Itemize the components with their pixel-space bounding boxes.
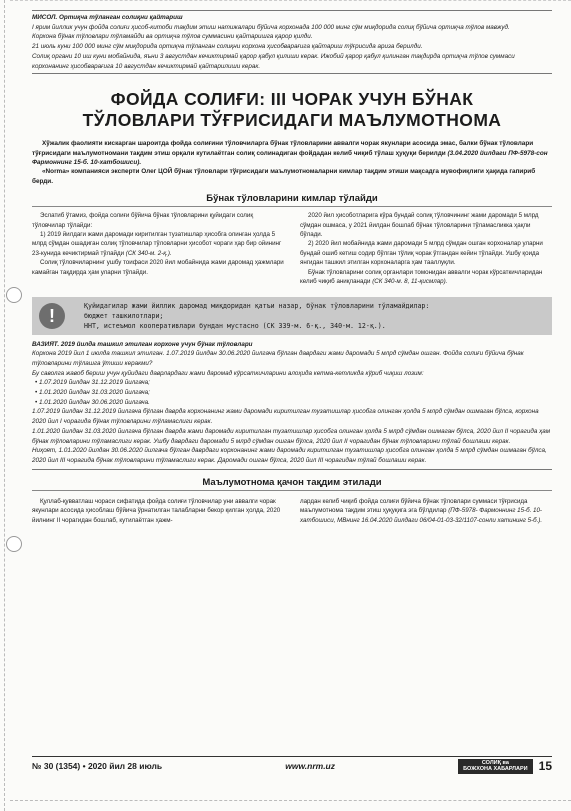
- page-number: 15: [538, 759, 552, 773]
- page-footer: [32, 756, 552, 775]
- situation-paragraph: 1.07.2019 йилдан 31.12.2019 йилгача бўлган даврда корхонанинг жами даромади киритилган тузатишлар ҳисобга олинган ҳолда 5 млрд сўмдан ошмаган бўлса, корхона 2020 йил I чорагида бўнак тўловларини тўламаслиги керак.: [32, 408, 539, 426]
- issue-date: 2020 йил 28 июль: [87, 761, 163, 771]
- section1-left-column: [32, 211, 284, 286]
- punch-hole-top: [6, 287, 22, 303]
- section-heading-who-pays: Бўнак тўловларини кимлар тўлайди: [32, 191, 552, 207]
- example-box-heading: МИСОЛ. Ортиқча тўланган солиқни қайтариш: [32, 14, 183, 21]
- issue-info: [32, 761, 162, 771]
- paragraph: Эслатиб ўтамиз, фойда солиғи бўйича бўнак тўловларини қуйидаги солиқ тўловчилар тўлайди:: [32, 212, 254, 229]
- paragraph: 2) 2020 йил мобайнида жами даромади 5 млрд сўмдан ошган корхоналар уларни бундай ошиб кетиш содир бўлган тўлиқ чорак ўтгандан кейин тўлайди. Ушбу қоида янгидан ташкил этилган корхоналарга ҳам тааллуқли.: [300, 240, 543, 267]
- situation-bullet: • 1.07.2019 йилдан 31.12.2019 йилгача;: [35, 379, 150, 387]
- example-box-line: I ярим йиллик учун фойда солиғи ҳисоб-китоби тақдим этиш натижалари бўйича корхонада 100 000 минг сўм миқдорида солиқ бўйича ортиқча тўлов мавжуд.: [32, 23, 510, 31]
- situation-answer-intro: Бу саволга жавоб бериш учун қуйидаги даврлардаги жами даромад кўрсаткичларини алоҳида кетма-кетликда кўриб чиқиш лозим:: [32, 369, 424, 377]
- situation-question: Корхона 2019 йил 1 июлда ташкил этилган. 1.07.2019 йилдан 30.06.2020 йилгача бўлган даврдаги жами даромади 5 млрд сўмдан ошган. Фойда солиғи бўйича бўнак тўловларини тўлашга ўтиши керакми?: [32, 350, 524, 367]
- paragraph: Қуллаб-қувватлаш чораси сифатида фойда солиғи тўловчилар уни аввалги чорак якунлари асосида ҳисоблаш бўйича ўрнатилган талабларни бекор қилган ҳолда, 2020 йилнинг II чорагидан бошлаб, кутилаётган ҳажм-: [32, 497, 281, 524]
- publication-logo: [458, 759, 533, 774]
- note-line: бюджет ташкилотлари;: [84, 311, 164, 320]
- footer-right: [458, 759, 552, 774]
- section2-columns: [32, 497, 552, 526]
- paragraph: Солиқ тўловчиларнинг ушбу тоифаси 2020 йил мобайнида жами даромад ҳажмлари камайган тақдирда ҳам уларни тўлайди.: [32, 259, 284, 276]
- section2-left-column: [32, 497, 284, 526]
- paragraph-text: лардан келиб чиқиб фойда солиғи бўйича бўнак тўловлари суммаси тўғрисида маълумотнома тақдим этиш ҳуқуқига эга бўлдилар: [300, 497, 528, 515]
- paragraph-reference: (ПФ-5978- Фармоннинг 15-б. 10-хатбошиси, МВнинг 16.04.2020 йилдаги 06/04-01-03-32/1107-сонли хатининг 5-б.).: [300, 507, 543, 524]
- section1-right-column: [300, 211, 552, 286]
- site-url[interactable]: www.nrm.uz: [285, 761, 335, 771]
- intro-reference: (3.04.2020 йилдаги ПФ-5978-сон Фармоннинг 15-б. 10-хатбошиси).: [32, 149, 548, 167]
- intro-paragraph-2: «Norma» компанияси эксперти Олег ЦОЙ бўнак тўловлари тўғрисидаги маълумотномаларни кимлар тақдим этиши мақсадга мувофиқлиги ҳақида гапириб берди.: [32, 168, 536, 185]
- issue-number: № 30 (1354): [32, 761, 81, 771]
- article-title-line2: ТЎЛОВЛАРИ ТЎҒРИСИДАГИ МАЪЛУМОТНОМА: [82, 110, 502, 131]
- binder-margin: [0, 0, 5, 811]
- situation-paragraph: Ниҳоят, 1.01.2020 йилдан 30.06.2020 йилгача бўлган даврдаги корхонанинг жами даромади киритилган тузатишлар ҳисобга олинган ҳолда 5 млрд сўмдан ошмаган бўлса, 2020 йил III чорагида бўнак тўловларини тўламаслиги керак. Даромади ошган бўлса, 2020 йил III чорагидан тўлай бошлаши керак.: [32, 447, 547, 464]
- top-dashed-line: [10, 0, 571, 1]
- paragraph: [300, 268, 552, 287]
- section2-right-column: [300, 497, 552, 526]
- situation-bullet: • 1.01.2020 йилдан 30.06.2020 йилгача.: [35, 398, 150, 406]
- logo-line1: СОЛИҚ ва: [481, 759, 509, 766]
- intro-paragraph-1: [32, 139, 552, 167]
- situation-bullet: • 1.01.2020 йилдан 31.03.2020 йилгача;: [35, 389, 150, 397]
- section-heading-when-submitted: Маълумотнома қачон тақдим этилади: [32, 477, 552, 491]
- situation-paragraph: 1.01.2020 йилдан 31.03.2020 йилгача бўлган даврда жами даромади киритилган тузатишлар ҳисобга олинган ҳолда 5 млрд сўмдан ошмаган бўлса, 2020 йил II чорагида ҳам бўнак тўловларини тўламаслиги керак. Ушбу даврдаги даромади 5 млрд сўмдан ошган бўлса, 2020 йил II чорагидан бўнак тўловларини тўлай бошлаши керак.: [32, 427, 551, 445]
- intro-text: Хўжалик фаолияти кискарган шароитда фойда солиғини тўловчиларга бўнак тўловларини аввалги чорак якунлари асосида эмас, балки бўнак тўловлари тўғрисидаги маълумотномани тақдим этиш орқали кутилаётган солиқ солинадиган фойдадан келиб чиқиб тўлаш ҳуқуқи берилди: [32, 140, 534, 157]
- page-content: [32, 10, 552, 525]
- example-box: [32, 10, 552, 74]
- article-intro: [32, 139, 552, 186]
- bullet-text: 1.01.2020 йилдан 30.06.2020 йилгача.: [38, 398, 150, 406]
- paragraph-text: 1) 2019 йилдаги жами даромади киритилган тузатишлар ҳисобга олинган ҳолда 5 млрд сўмдан ошадиган солиқ тўловчилар тўловларни ҳисобот чораги ҳар бир ойининг 23-кунида кечиктирмай тўлайди: [32, 231, 282, 257]
- separator-dot: •: [82, 761, 88, 771]
- note-text: [84, 301, 546, 331]
- paragraph: [32, 230, 284, 258]
- paragraph: 2020 йил ҳисоботларига кўра бундай солиқ тўловчининг жами даромади 5 млрд сўмдан ошмаса, у 2021 йилдан бошлаб бўнак тўловларини тўламасликка ҳақли бўлади.: [300, 212, 539, 239]
- exclamation-icon: !: [39, 303, 65, 329]
- note-box: [32, 297, 552, 335]
- example-box-line: Солиқ органи 10 иш куни мобайнида, яъни 3 августдан кечиктирмай қарор қабул қилиши керак. Ижобий қарор қабул қилинган тақдирда ортиқча тўлов суммаси корхонанинг ҳисобварағига 10 августдан кечиктирмай қайтарилиши керак.: [32, 52, 515, 70]
- article-title: [32, 89, 552, 131]
- note-line: ННТ, истеъмол кооперативлари бундан мустасно (СК 339-м. 6-қ., 340-м. 12-қ.).: [84, 321, 386, 330]
- article-title-line1: ФОЙДА СОЛИҒИ: III ЧОРАК УЧУН БЎНАК: [110, 89, 474, 110]
- bullet-text: 1.01.2020 йилдан 31.03.2020 йилгача;: [38, 389, 150, 397]
- paragraph-text: Бўнак тўловларини солиқ органлари томонидан аввалги чорак кўрсаткичларидан келиб чиқиб аниқланади: [300, 268, 543, 286]
- section1-columns: [32, 211, 552, 286]
- paragraph-reference: (СК 340-м. 2-қ.).: [125, 249, 172, 257]
- bullet-text: 1.07.2019 йилдан 31.12.2019 йилгача;: [38, 379, 150, 387]
- paragraph-reference: (СК 340-м. 8, 11-қисмлар).: [372, 278, 448, 286]
- situation-box: [32, 340, 552, 470]
- logo-line2: БОЖХОНА ХАБАРЛАРИ: [463, 766, 528, 772]
- punch-hole-bottom: [6, 536, 22, 552]
- paragraph: [300, 497, 552, 526]
- note-line: Қуйидагилар жами йиллик даромад миқдоридан қатъи назар, бўнак тўловларини тўламайдилар:: [84, 301, 430, 310]
- bottom-dashed-line: [10, 800, 571, 801]
- situation-heading: ВАЗИЯТ. 2019 йилда ташкил этилган корхоне учун бўнак тўловлари: [32, 340, 253, 348]
- example-box-line: 21 июль куни 100 000 минг сўм миқдорида ортиқча тўланган солиқни корхона ҳисобварағига қайтариш тўғрисида ариза берилди.: [32, 43, 423, 51]
- example-box-line: Корхона бўнак тўловлари тўламайди ва ортиқча тўлов суммасини қайтаришга қарор қилди.: [32, 33, 313, 41]
